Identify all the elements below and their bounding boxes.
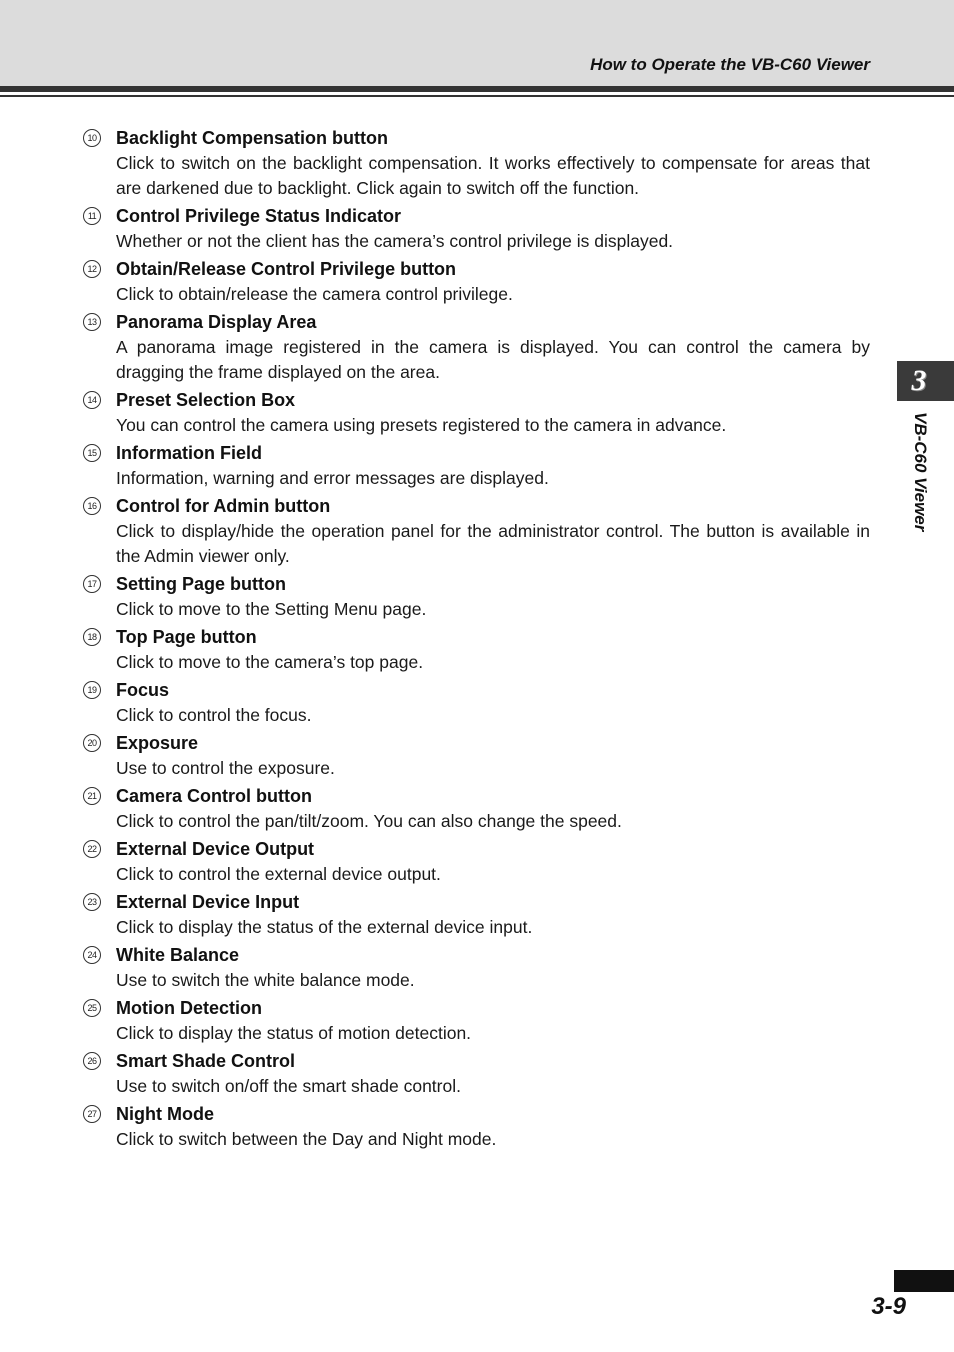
item-title: Panorama Display Area xyxy=(116,312,317,332)
item-number: 10 xyxy=(83,129,101,147)
item-title: Obtain/Release Control Privilege button xyxy=(116,259,457,279)
list-item xyxy=(0,204,870,254)
list-item xyxy=(0,257,870,307)
item-list xyxy=(0,126,870,1155)
item-title: Night Mode xyxy=(116,1104,214,1124)
item-title: Focus xyxy=(116,680,170,700)
item-number: 14 xyxy=(83,391,101,409)
footer-bar xyxy=(894,1270,954,1292)
item-number: 25 xyxy=(83,999,101,1017)
item-title: Preset Selection Box xyxy=(116,390,296,410)
list-item xyxy=(0,310,870,385)
list-item xyxy=(0,494,870,569)
item-title: Top Page button xyxy=(116,627,257,647)
item-description: Click to move to the Setting Menu page. xyxy=(116,599,427,619)
list-item xyxy=(0,572,870,622)
item-number: 21 xyxy=(83,787,101,805)
item-description: Click to control the pan/tilt/zoom. You can also change the speed. xyxy=(116,811,622,831)
list-item xyxy=(0,943,870,993)
item-number: 15 xyxy=(83,444,101,462)
list-item xyxy=(0,996,870,1046)
list-item xyxy=(0,837,870,887)
item-description: Information, warning and error messages are displayed. xyxy=(116,468,549,488)
list-item xyxy=(0,126,870,201)
item-title: Smart Shade Control xyxy=(116,1051,296,1071)
item-description: A panorama image registered in the camera is displayed. You can control the camera by dragging the frame displayed on the area. xyxy=(116,337,870,382)
item-description: Use to switch on/off the smart shade control. xyxy=(116,1076,461,1096)
item-title: External Device Input xyxy=(116,892,300,912)
item-title: Control Privilege Status Indicator xyxy=(116,206,402,226)
item-description: Whether or not the client has the camera’s control privilege is displayed. xyxy=(116,231,674,251)
item-title: Exposure xyxy=(116,733,199,753)
list-item xyxy=(0,1049,870,1099)
item-title: White Balance xyxy=(116,945,240,965)
item-number: 27 xyxy=(83,1105,101,1123)
item-number: 24 xyxy=(83,946,101,964)
item-description: Click to obtain/release the camera control privilege. xyxy=(116,284,513,304)
item-description: Click to switch on the backlight compensation. It works effectively to compensate for areas that are darkened due to backlight. Click again to switch off the function. xyxy=(116,153,870,198)
item-title: Motion Detection xyxy=(116,998,262,1018)
item-number: 26 xyxy=(83,1052,101,1070)
list-item xyxy=(0,441,870,491)
chapter-number: 3 xyxy=(911,364,927,397)
item-description: You can control the camera using presets registered to the camera in advance. xyxy=(116,415,727,435)
item-description: Use to switch the white balance mode. xyxy=(116,970,415,990)
item-number: 11 xyxy=(83,207,101,225)
item-description: Click to switch between the Day and Night mode. xyxy=(116,1129,497,1149)
list-item xyxy=(0,890,870,940)
list-item xyxy=(0,784,870,834)
item-description: Use to control the exposure. xyxy=(116,758,335,778)
item-number: 22 xyxy=(83,840,101,858)
chapter-side-label: VB-C60 Viewer xyxy=(911,412,930,532)
item-description: Click to display/hide the operation panel for the administrator control. The button is available in the Admin viewer only. xyxy=(116,521,870,566)
item-number: 18 xyxy=(83,628,101,646)
list-item xyxy=(0,388,870,438)
item-number: 12 xyxy=(83,260,101,278)
page-number: 3-9 xyxy=(871,1293,906,1320)
item-description: Click to display the status of the external device input. xyxy=(116,917,533,937)
item-number: 13 xyxy=(83,313,101,331)
item-description: Click to display the status of motion detection. xyxy=(116,1023,472,1043)
header-rule-thick xyxy=(0,86,954,92)
header-rule-thin xyxy=(0,95,954,97)
running-header-title: How to Operate the VB-C60 Viewer xyxy=(590,55,870,74)
item-number: 23 xyxy=(83,893,101,911)
item-description: Click to control the focus. xyxy=(116,705,312,725)
item-description: Click to move to the camera’s top page. xyxy=(116,652,424,672)
item-description: Click to control the external device output. xyxy=(116,864,441,884)
list-item xyxy=(0,625,870,675)
list-item xyxy=(0,731,870,781)
item-title: Backlight Compensation button xyxy=(116,128,388,148)
item-number: 17 xyxy=(83,575,101,593)
item-title: Control for Admin button xyxy=(116,496,331,516)
item-title: External Device Output xyxy=(116,839,315,859)
item-title: Information Field xyxy=(116,443,262,463)
item-number: 20 xyxy=(83,734,101,752)
list-item xyxy=(0,678,870,728)
item-number: 19 xyxy=(83,681,101,699)
list-item xyxy=(0,1102,870,1152)
item-title: Setting Page button xyxy=(116,574,286,594)
item-title: Camera Control button xyxy=(116,786,312,806)
item-number: 16 xyxy=(83,497,101,515)
